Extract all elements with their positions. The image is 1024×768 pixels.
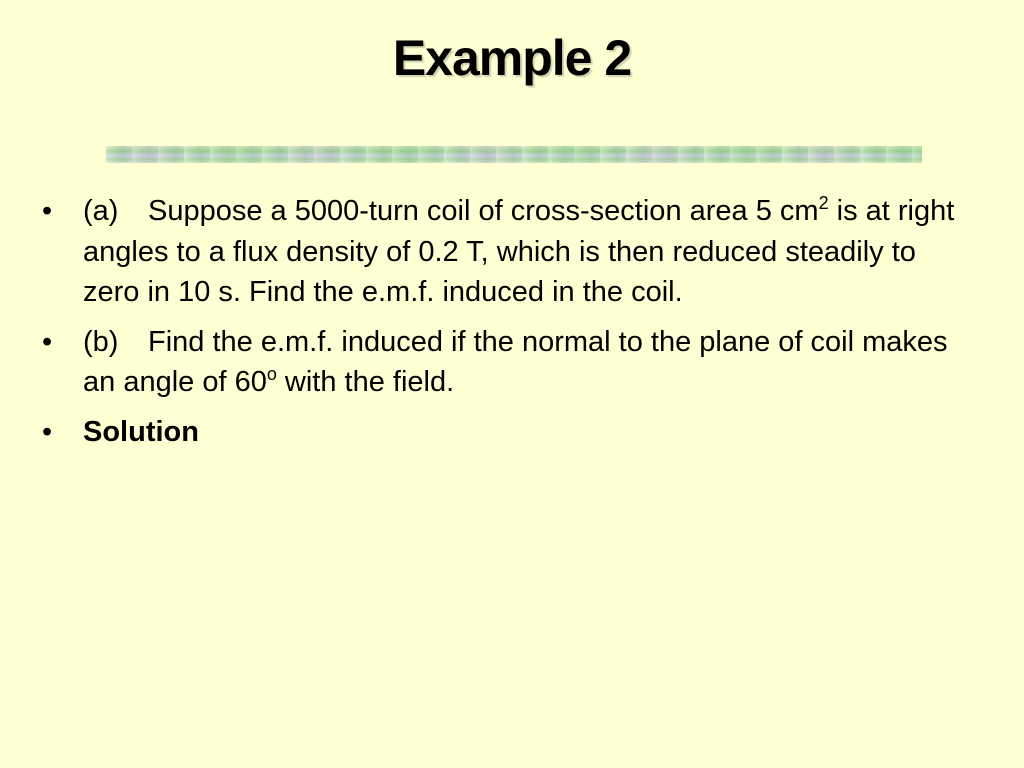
item-label-a: (a) bbox=[83, 195, 119, 227]
item-text-a-superscript: 2 bbox=[818, 193, 829, 213]
decorative-divider bbox=[106, 146, 922, 163]
item-text-b-part2: with the field. bbox=[276, 366, 455, 398]
bullet-item-a bbox=[42, 191, 972, 313]
item-text-a-part2: is at right angles to a flux density of 0.2 T, which is then reduced steadily to zero in 10 s. Find the e.m.f. induced in the coil. bbox=[83, 195, 955, 308]
slide-title: Example 2 bbox=[392, 30, 632, 86]
item-text-a-part1: Suppose a 5000-turn coil of cross-section area 5 cm bbox=[148, 195, 819, 227]
bullet-icon: • bbox=[42, 325, 53, 358]
item-text-b-superscript: o bbox=[266, 364, 277, 384]
item-text-b-part1: Find the e.m.f. induced if the normal to the plane of coil makes an angle of 60 bbox=[83, 325, 948, 398]
bullet-item-b bbox=[42, 322, 972, 403]
bullet-icon: • bbox=[42, 195, 53, 227]
bullet-icon: • bbox=[42, 415, 53, 448]
item-label-b: (b) bbox=[83, 325, 119, 358]
solution-label: Solution bbox=[83, 415, 199, 448]
bullet-item-solution bbox=[42, 412, 972, 453]
bullet-list bbox=[42, 191, 972, 461]
